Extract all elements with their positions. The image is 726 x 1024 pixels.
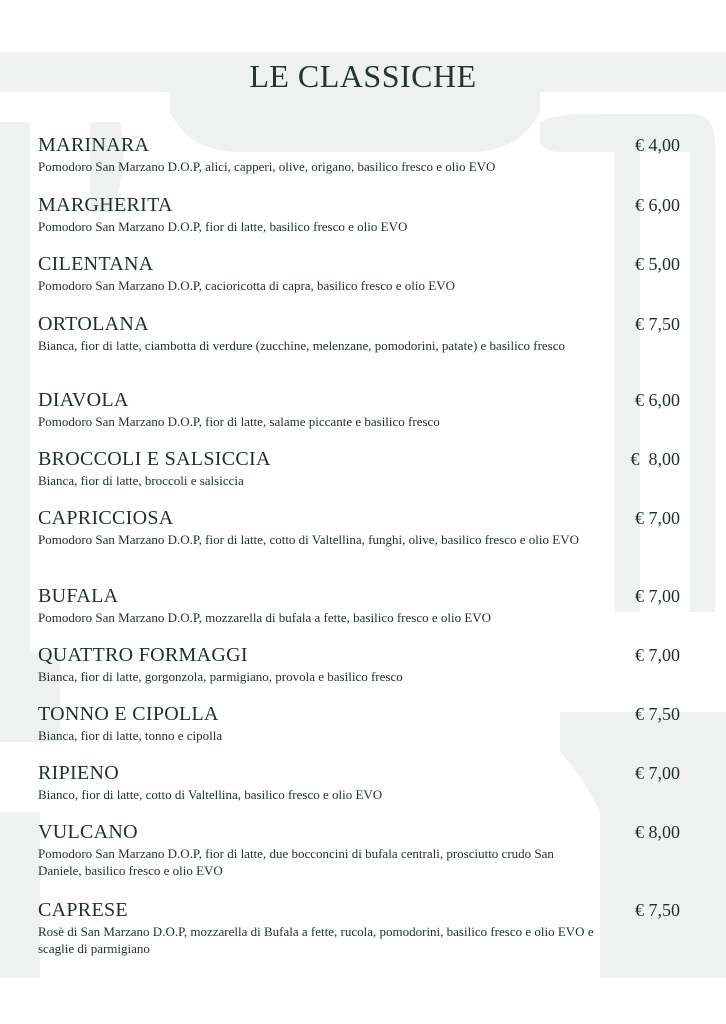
page-title: LE CLASSICHE	[249, 58, 477, 94]
item-name: ORTOLANA	[38, 313, 149, 335]
item-description: Bianca, fior di latte, gorgonzola, parmigiano, provola e basilico fresco	[38, 669, 403, 684]
menu-item	[38, 507, 680, 548]
item-price: € 7,50	[635, 900, 680, 920]
item-price: € 8,00	[630, 449, 680, 469]
menu-item	[38, 448, 680, 489]
item-price: € 7,00	[635, 508, 680, 528]
item-name: CAPRICCIOSA	[38, 507, 174, 529]
item-description: Bianco, fior di latte, cotto di Valtellina, basilico fresco e olio EVO	[38, 787, 383, 802]
item-description: Pomodoro San Marzano D.O.P, fior di latte, basilico fresco e olio EVO	[38, 219, 408, 234]
menu-item	[38, 253, 680, 294]
menu-item	[38, 194, 680, 235]
item-description: Bianca, fior di latte, tonno e cipolla	[38, 728, 223, 743]
item-price: € 6,00	[635, 390, 680, 410]
menu-item	[38, 389, 680, 430]
item-price: € 7,50	[635, 704, 680, 724]
item-price: € 8,00	[635, 822, 680, 842]
menu-item	[38, 644, 680, 685]
menu-item	[38, 703, 680, 744]
item-price: € 6,00	[635, 195, 680, 215]
item-name: TONNO E CIPOLLA	[38, 703, 219, 725]
item-description: Pomodoro San Marzano D.O.P, fior di latte, due bocconcini di bufala centrali, prosciutto crudo San Daniele, basilico fresco e olio EVO	[38, 846, 554, 878]
menu-item	[38, 313, 680, 354]
item-name: CAPRESE	[38, 899, 128, 921]
item-name: RIPIENO	[38, 762, 119, 784]
menu-item	[38, 899, 680, 957]
item-price: € 4,00	[635, 135, 680, 155]
item-description: Bianca, fior di latte, broccoli e salsiccia	[38, 473, 244, 488]
item-name: MARINARA	[38, 134, 150, 156]
item-name: VULCANO	[38, 821, 138, 843]
item-price: € 7,00	[635, 763, 680, 783]
item-description: Pomodoro San Marzano D.O.P, mozzarella di bufala a fette, basilico fresco e olio EVO	[38, 610, 492, 625]
item-name: BROCCOLI E SALSICCIA	[38, 448, 271, 470]
item-name: MARGHERITA	[38, 194, 173, 216]
item-price: € 7,00	[635, 586, 680, 606]
menu-item	[38, 585, 680, 626]
item-description: Bianca, fior di latte, ciambotta di verdure (zucchine, melenzane, pomodorini, patate) e basilico fresco	[38, 338, 566, 353]
item-price: € 7,50	[635, 314, 680, 334]
menu-page	[0, 52, 726, 978]
item-description: Rosè di San Marzano D.O.P, mozzarella di Bufala a fette, rucola, pomodorini, basilico fresco e olio EVO e scaglie di parmigiano	[38, 924, 594, 956]
menu-item	[38, 821, 680, 879]
menu-item	[38, 762, 680, 803]
item-description: Pomodoro San Marzano D.O.P, fior di latte, cotto di Valtellina, funghi, olive, basilico fresco e olio EVO	[38, 532, 579, 547]
item-name: CILENTANA	[38, 253, 154, 275]
item-name: BUFALA	[38, 585, 119, 607]
item-description: Pomodoro San Marzano D.O.P, fior di latte, salame piccante e basilico fresco	[38, 414, 440, 429]
item-name: DIAVOLA	[38, 389, 129, 411]
item-description: Pomodoro San Marzano D.O.P, alici, capperi, olive, origano, basilico fresco e olio EVO	[38, 159, 496, 174]
menu-item	[38, 134, 680, 175]
item-name: QUATTRO FORMAGGI	[38, 644, 248, 666]
item-description: Pomodoro San Marzano D.O.P, cacioricotta di capra, basilico fresco e olio EVO	[38, 278, 455, 293]
item-price: € 5,00	[635, 254, 680, 274]
item-price: € 7,00	[635, 645, 680, 665]
